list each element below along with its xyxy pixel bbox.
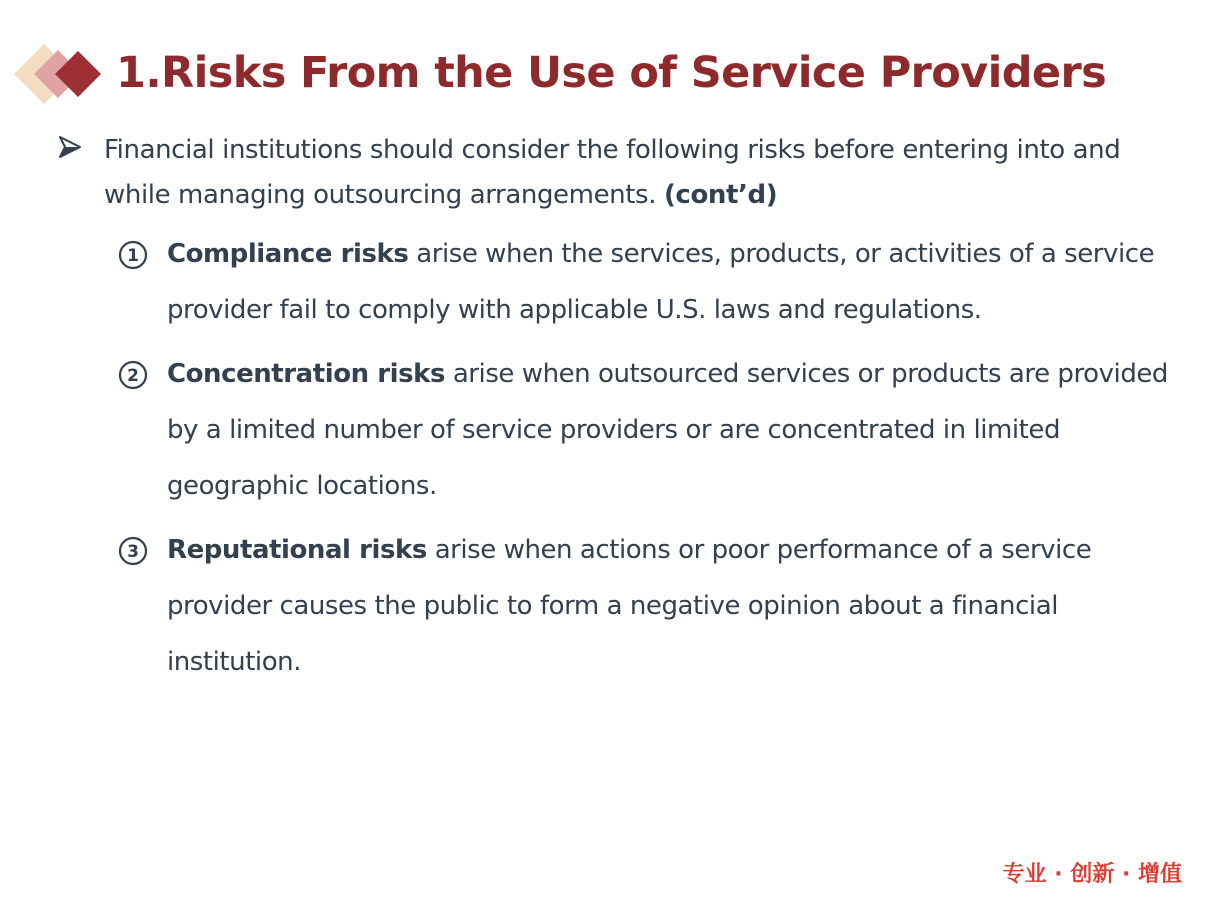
risk-term: Compliance risks (167, 239, 409, 269)
risk-term: Reputational risks (167, 535, 427, 565)
risk-text (167, 522, 1178, 690)
circled-number-1-icon (118, 240, 148, 270)
risk-term: Concentration risks (167, 359, 445, 389)
risk-number: 1 (127, 246, 139, 266)
risk-number: 3 (127, 542, 139, 562)
arrow-bullet-icon (58, 132, 82, 162)
risk-number: 2 (127, 366, 139, 386)
circled-number-3-icon (118, 536, 148, 566)
list-item-reputational-risks (118, 522, 1178, 690)
diamond-cluster-icon (12, 42, 104, 106)
risk-list (118, 226, 1178, 698)
intro-paragraph (58, 128, 1168, 218)
list-item-concentration-risks (118, 346, 1178, 514)
page-title: 1.Risks From the Use of Service Providers (116, 48, 1107, 98)
risk-text (167, 226, 1178, 338)
intro-text (104, 128, 1168, 218)
risk-description: arise when actions or poor performance of a service provider causes the public to form a negative opinion about a financial institution. (167, 535, 1092, 677)
risk-text (167, 346, 1178, 514)
footer-slogan: 专业 · 创新 · 增值 (1002, 862, 1182, 887)
risk-description: arise when outsourced services or products are provided by a limited number of service providers or are concentrated in limited geographic locations. (167, 359, 1168, 501)
circled-number-2-icon (118, 360, 148, 390)
list-item-compliance-risks (118, 226, 1178, 338)
risk-description: arise when the services, products, or activities of a service provider fail to comply with applicable U.S. laws and regulations. (167, 239, 1155, 325)
intro-sentence: Financial institutions should consider the following risks before entering into and while managing outsourcing arrangements. (104, 135, 1121, 210)
continued-label: (cont’d) (663, 180, 778, 210)
